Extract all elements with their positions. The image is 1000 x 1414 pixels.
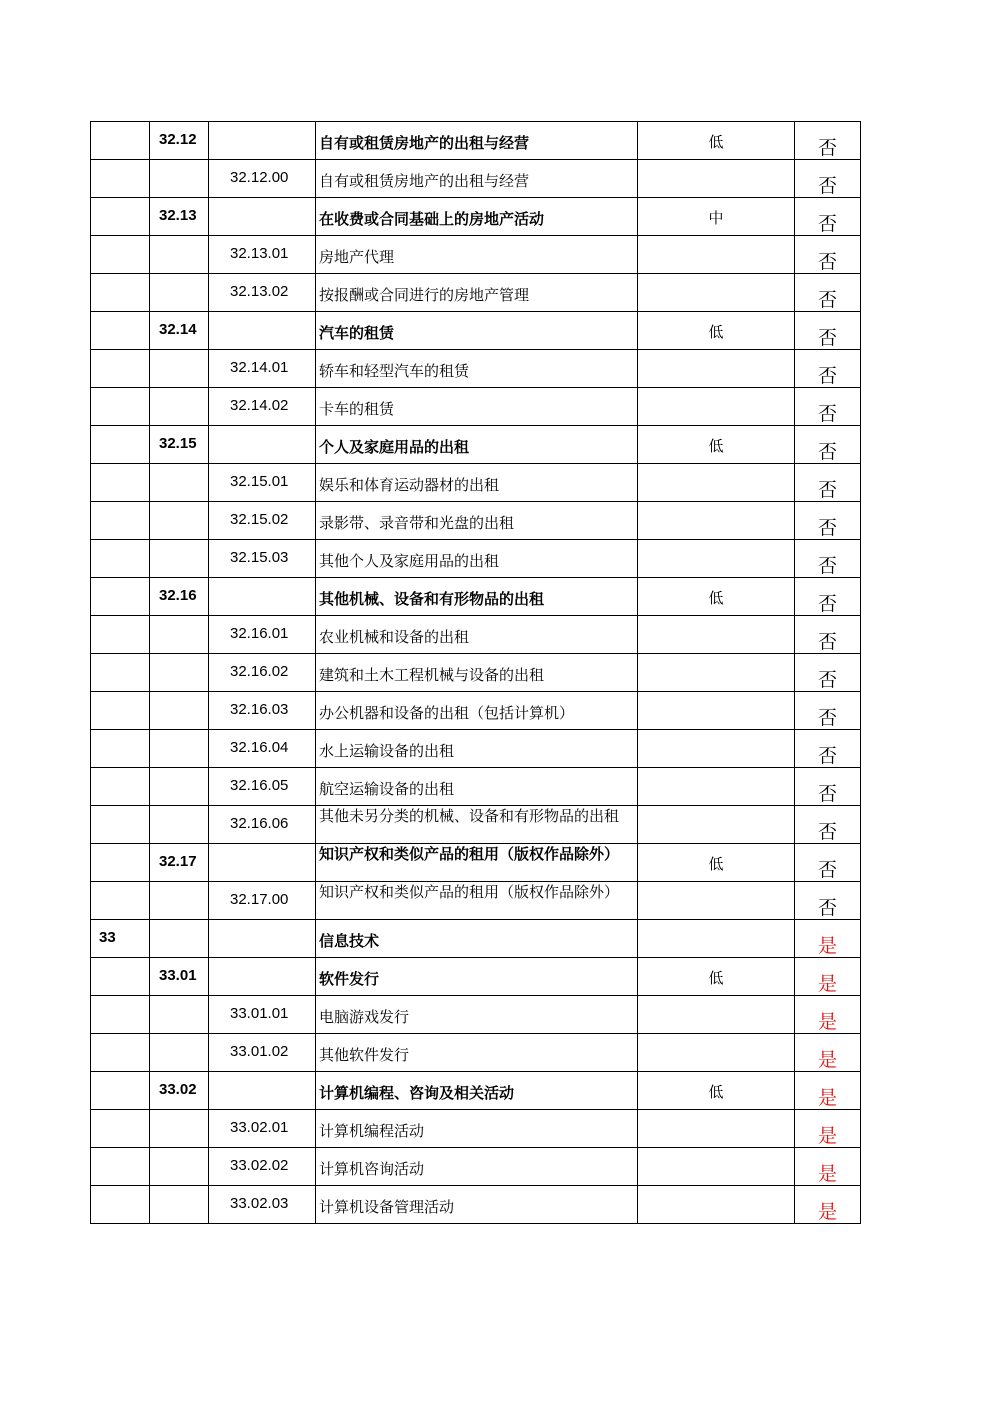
- group-code-cell: [150, 274, 209, 312]
- flag-cell: 否: [795, 236, 861, 274]
- group-code-cell: [150, 350, 209, 388]
- group-code-cell: 32.14: [150, 312, 209, 350]
- division-code-cell: [91, 122, 150, 160]
- risk-level-cell: [638, 920, 795, 958]
- classification-table: [90, 121, 861, 1224]
- class-code-cell: 33.02.03: [209, 1186, 316, 1224]
- division-code-cell: [91, 806, 150, 844]
- table-row: [91, 654, 861, 692]
- division-code-cell: [91, 844, 150, 882]
- flag-cell: 否: [795, 882, 861, 920]
- description-cell: 卡车的租赁: [316, 388, 638, 426]
- table-row: [91, 1072, 861, 1110]
- group-code-cell: [150, 540, 209, 578]
- class-code-cell: 32.16.03: [209, 692, 316, 730]
- flag-cell: 否: [795, 692, 861, 730]
- description-cell: 自有或租赁房地产的出租与经营: [316, 160, 638, 198]
- description-cell: 农业机械和设备的出租: [316, 616, 638, 654]
- class-code-cell: [209, 122, 316, 160]
- description-cell: 信息技术: [316, 920, 638, 958]
- division-code-cell: [91, 1148, 150, 1186]
- description-cell: 计算机编程、咨询及相关活动: [316, 1072, 638, 1110]
- description-cell: 按报酬或合同进行的房地产管理: [316, 274, 638, 312]
- description-cell: 其他未另分类的机械、设备和有形物品的出租: [316, 806, 638, 844]
- division-code-cell: [91, 882, 150, 920]
- group-code-cell: [150, 236, 209, 274]
- description-cell: 知识产权和类似产品的租用（版权作品除外）: [316, 882, 638, 920]
- group-code-cell: 32.15: [150, 426, 209, 464]
- table-row: [91, 1148, 861, 1186]
- class-code-cell: 32.15.03: [209, 540, 316, 578]
- flag-cell: 否: [795, 806, 861, 844]
- table-row: [91, 198, 861, 236]
- division-code-cell: [91, 464, 150, 502]
- risk-level-cell: [638, 730, 795, 768]
- group-code-cell: [150, 654, 209, 692]
- group-code-cell: [150, 768, 209, 806]
- table-row: [91, 882, 861, 920]
- table-row: [91, 426, 861, 464]
- risk-level-cell: 低: [638, 844, 795, 882]
- table-row: [91, 578, 861, 616]
- class-code-cell: 33.01.02: [209, 1034, 316, 1072]
- risk-level-cell: [638, 1186, 795, 1224]
- group-code-cell: 32.17: [150, 844, 209, 882]
- group-code-cell: [150, 1110, 209, 1148]
- division-code-cell: 33: [91, 920, 150, 958]
- group-code-cell: 32.13: [150, 198, 209, 236]
- risk-level-cell: [638, 1110, 795, 1148]
- division-code-cell: [91, 350, 150, 388]
- group-code-cell: 33.02: [150, 1072, 209, 1110]
- class-code-cell: [209, 844, 316, 882]
- description-cell: 其他个人及家庭用品的出租: [316, 540, 638, 578]
- risk-level-cell: 低: [638, 958, 795, 996]
- flag-cell: 否: [795, 502, 861, 540]
- division-code-cell: [91, 1034, 150, 1072]
- risk-level-cell: [638, 388, 795, 426]
- class-code-cell: 32.16.01: [209, 616, 316, 654]
- division-code-cell: [91, 958, 150, 996]
- risk-level-cell: 低: [638, 1072, 795, 1110]
- description-cell: 其他软件发行: [316, 1034, 638, 1072]
- class-code-cell: [209, 312, 316, 350]
- flag-cell: 否: [795, 768, 861, 806]
- class-code-cell: 32.16.04: [209, 730, 316, 768]
- flag-cell: 否: [795, 464, 861, 502]
- description-cell: 录影带、录音带和光盘的出租: [316, 502, 638, 540]
- group-code-cell: [150, 996, 209, 1034]
- risk-level-cell: [638, 1034, 795, 1072]
- class-code-cell: [209, 578, 316, 616]
- group-code-cell: [150, 692, 209, 730]
- table-row: [91, 806, 861, 844]
- flag-cell: 否: [795, 578, 861, 616]
- table-row: [91, 996, 861, 1034]
- description-cell: 计算机编程活动: [316, 1110, 638, 1148]
- class-code-cell: [209, 920, 316, 958]
- table-row: [91, 1186, 861, 1224]
- division-code-cell: [91, 578, 150, 616]
- group-code-cell: [150, 464, 209, 502]
- description-cell: 软件发行: [316, 958, 638, 996]
- description-cell: 房地产代理: [316, 236, 638, 274]
- risk-level-cell: [638, 502, 795, 540]
- table-row: [91, 920, 861, 958]
- risk-level-cell: [638, 768, 795, 806]
- flag-cell: 否: [795, 160, 861, 198]
- description-cell: 在收费或合同基础上的房地产活动: [316, 198, 638, 236]
- table-row: [91, 958, 861, 996]
- description-cell: 娱乐和体育运动器材的出租: [316, 464, 638, 502]
- table-row: [91, 502, 861, 540]
- division-code-cell: [91, 1110, 150, 1148]
- group-code-cell: 32.12: [150, 122, 209, 160]
- table-row: [91, 692, 861, 730]
- flag-cell: 否: [795, 616, 861, 654]
- flag-cell: 是: [795, 1110, 861, 1148]
- description-cell: 建筑和土木工程机械与设备的出租: [316, 654, 638, 692]
- group-code-cell: [150, 388, 209, 426]
- group-code-cell: 32.16: [150, 578, 209, 616]
- table-row: [91, 768, 861, 806]
- flag-cell: 否: [795, 122, 861, 160]
- division-code-cell: [91, 502, 150, 540]
- table-row: [91, 388, 861, 426]
- risk-level-cell: [638, 540, 795, 578]
- table-row: [91, 730, 861, 768]
- group-code-cell: [150, 160, 209, 198]
- group-code-cell: [150, 1186, 209, 1224]
- division-code-cell: [91, 616, 150, 654]
- table-row: [91, 1034, 861, 1072]
- table-row: [91, 350, 861, 388]
- division-code-cell: [91, 160, 150, 198]
- class-code-cell: 32.13.02: [209, 274, 316, 312]
- flag-cell: 否: [795, 540, 861, 578]
- division-code-cell: [91, 768, 150, 806]
- flag-cell: 否: [795, 312, 861, 350]
- risk-level-cell: [638, 996, 795, 1034]
- class-code-cell: 32.12.00: [209, 160, 316, 198]
- description-cell: 电脑游戏发行: [316, 996, 638, 1034]
- table-row: [91, 540, 861, 578]
- description-cell: 自有或租赁房地产的出租与经营: [316, 122, 638, 160]
- division-code-cell: [91, 198, 150, 236]
- flag-cell: 否: [795, 844, 861, 882]
- division-code-cell: [91, 312, 150, 350]
- class-code-cell: [209, 958, 316, 996]
- division-code-cell: [91, 1072, 150, 1110]
- division-code-cell: [91, 274, 150, 312]
- description-cell: 其他机械、设备和有形物品的出租: [316, 578, 638, 616]
- table-row: [91, 844, 861, 882]
- description-cell: 航空运输设备的出租: [316, 768, 638, 806]
- group-code-cell: [150, 730, 209, 768]
- table-row: [91, 236, 861, 274]
- flag-cell: 是: [795, 920, 861, 958]
- flag-cell: 是: [795, 1148, 861, 1186]
- description-cell: 轿车和轻型汽车的租赁: [316, 350, 638, 388]
- class-code-cell: 32.17.00: [209, 882, 316, 920]
- class-code-cell: 32.15.02: [209, 502, 316, 540]
- group-code-cell: [150, 616, 209, 654]
- group-code-cell: [150, 806, 209, 844]
- table-row: [91, 464, 861, 502]
- class-code-cell: 33.02.02: [209, 1148, 316, 1186]
- division-code-cell: [91, 654, 150, 692]
- flag-cell: 否: [795, 426, 861, 464]
- group-code-cell: [150, 882, 209, 920]
- risk-level-cell: [638, 464, 795, 502]
- division-code-cell: [91, 236, 150, 274]
- class-code-cell: 32.14.02: [209, 388, 316, 426]
- risk-level-cell: 低: [638, 122, 795, 160]
- risk-level-cell: [638, 806, 795, 844]
- flag-cell: 否: [795, 350, 861, 388]
- flag-cell: 是: [795, 996, 861, 1034]
- table-row: [91, 1110, 861, 1148]
- description-cell: 汽车的租赁: [316, 312, 638, 350]
- group-code-cell: [150, 1148, 209, 1186]
- class-code-cell: 32.15.01: [209, 464, 316, 502]
- class-code-cell: 33.02.01: [209, 1110, 316, 1148]
- risk-level-cell: 低: [638, 426, 795, 464]
- risk-level-cell: 低: [638, 578, 795, 616]
- flag-cell: 是: [795, 1072, 861, 1110]
- risk-level-cell: [638, 350, 795, 388]
- table-row: [91, 274, 861, 312]
- class-code-cell: 32.16.05: [209, 768, 316, 806]
- class-code-cell: 32.16.02: [209, 654, 316, 692]
- description-cell: 知识产权和类似产品的租用（版权作品除外）: [316, 844, 638, 882]
- risk-level-cell: [638, 654, 795, 692]
- flag-cell: 否: [795, 198, 861, 236]
- flag-cell: 否: [795, 730, 861, 768]
- class-code-cell: 32.13.01: [209, 236, 316, 274]
- class-code-cell: [209, 1072, 316, 1110]
- group-code-cell: [150, 502, 209, 540]
- division-code-cell: [91, 388, 150, 426]
- risk-level-cell: [638, 692, 795, 730]
- division-code-cell: [91, 996, 150, 1034]
- risk-level-cell: 低: [638, 312, 795, 350]
- risk-level-cell: [638, 160, 795, 198]
- flag-cell: 否: [795, 388, 861, 426]
- group-code-cell: [150, 1034, 209, 1072]
- division-code-cell: [91, 426, 150, 464]
- description-cell: 水上运输设备的出租: [316, 730, 638, 768]
- flag-cell: 是: [795, 958, 861, 996]
- division-code-cell: [91, 692, 150, 730]
- risk-level-cell: [638, 882, 795, 920]
- class-code-cell: [209, 198, 316, 236]
- division-code-cell: [91, 540, 150, 578]
- table-row: [91, 616, 861, 654]
- flag-cell: 否: [795, 274, 861, 312]
- risk-level-cell: [638, 1148, 795, 1186]
- class-code-cell: 32.16.06: [209, 806, 316, 844]
- risk-level-cell: 中: [638, 198, 795, 236]
- group-code-cell: 33.01: [150, 958, 209, 996]
- class-code-cell: 33.01.01: [209, 996, 316, 1034]
- risk-level-cell: [638, 236, 795, 274]
- description-cell: 个人及家庭用品的出租: [316, 426, 638, 464]
- division-code-cell: [91, 730, 150, 768]
- class-code-cell: [209, 426, 316, 464]
- risk-level-cell: [638, 274, 795, 312]
- flag-cell: 是: [795, 1186, 861, 1224]
- table-row: [91, 122, 861, 160]
- table-row: [91, 160, 861, 198]
- flag-cell: 是: [795, 1034, 861, 1072]
- division-code-cell: [91, 1186, 150, 1224]
- table-row: [91, 312, 861, 350]
- description-cell: 计算机设备管理活动: [316, 1186, 638, 1224]
- description-cell: 办公机器和设备的出租（包括计算机）: [316, 692, 638, 730]
- description-cell: 计算机咨询活动: [316, 1148, 638, 1186]
- risk-level-cell: [638, 616, 795, 654]
- group-code-cell: [150, 920, 209, 958]
- class-code-cell: 32.14.01: [209, 350, 316, 388]
- table-body: [91, 122, 861, 1224]
- flag-cell: 否: [795, 654, 861, 692]
